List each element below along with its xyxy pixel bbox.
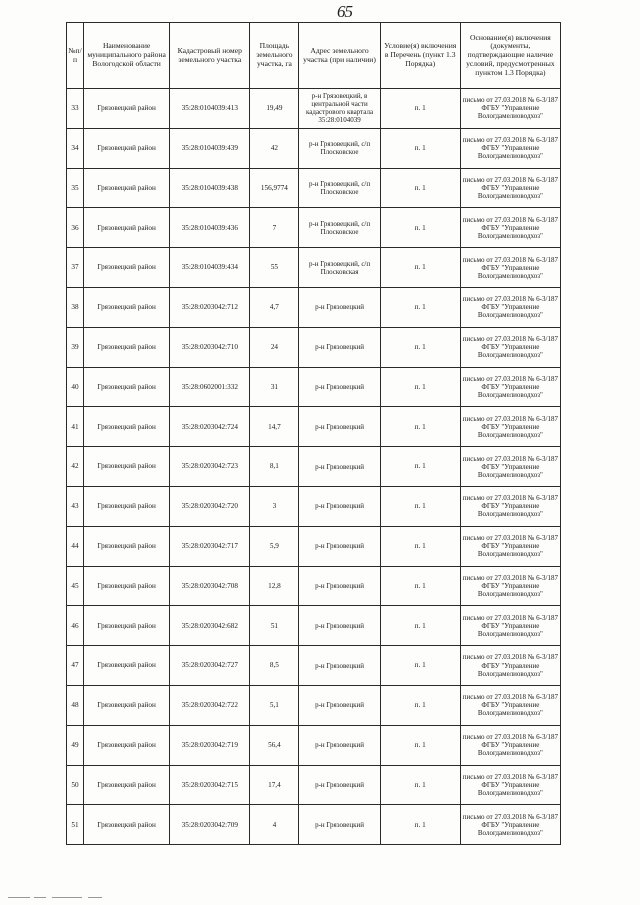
cell-area: 3	[250, 486, 299, 526]
cell-area: 31	[250, 367, 299, 407]
cell-condition: п. 1	[380, 566, 460, 606]
cell-basis: письмо от 27.03.2018 № 6-3/187 ФГБУ "Управление Вологдамелиоводхоз"	[460, 287, 560, 327]
table-body	[67, 89, 561, 845]
header-cadastral-number: Кадастровый номер земельного участка	[170, 23, 250, 89]
cell-number: 39	[67, 327, 84, 367]
cell-cadastral-number: 35:28:0203042:715	[170, 765, 250, 805]
cell-basis: письмо от 27.03.2018 № 6-3/187 ФГБУ "Управление Вологдамелиоводхоз"	[460, 685, 560, 725]
cell-address: р-н Грязовецкий	[299, 447, 380, 487]
cell-condition: п. 1	[380, 208, 460, 248]
cell-number: 35	[67, 168, 84, 208]
cell-district: Грязовецкий район	[84, 407, 170, 447]
cell-area: 7	[250, 208, 299, 248]
table-row	[67, 128, 561, 168]
cell-basis: письмо от 27.03.2018 № 6-3/187 ФГБУ "Управление Вологдамелиоводхоз"	[460, 407, 560, 447]
cell-condition: п. 1	[380, 168, 460, 208]
cell-condition: п. 1	[380, 248, 460, 288]
table-row	[67, 327, 561, 367]
cell-district: Грязовецкий район	[84, 805, 170, 845]
cell-condition: п. 1	[380, 327, 460, 367]
cell-basis: письмо от 27.03.2018 № 6-3/187 ФГБУ "Управление Вологдамелиоводхоз"	[460, 606, 560, 646]
cell-address: р-н Грязовецкий, с/п Плосковское	[299, 168, 380, 208]
table-row	[67, 805, 561, 845]
table-header	[67, 23, 561, 89]
cell-number: 45	[67, 566, 84, 606]
cell-basis: письмо от 27.03.2018 № 6-3/187 ФГБУ "Управление Вологдамелиоводхоз"	[460, 327, 560, 367]
cell-address: р-н Грязовецкий	[299, 805, 380, 845]
table-row	[67, 606, 561, 646]
header-basis	[460, 23, 560, 89]
cell-district: Грязовецкий район	[84, 486, 170, 526]
cell-basis: письмо от 27.03.2018 № 6-3/187 ФГБУ "Управление Вологдамелиоводхоз"	[460, 248, 560, 288]
cell-condition: п. 1	[380, 287, 460, 327]
cell-district: Грязовецкий район	[84, 765, 170, 805]
cell-basis: письмо от 27.03.2018 № 6-3/187 ФГБУ "Управление Вологдамелиоводхоз"	[460, 646, 560, 686]
cell-area: 156,9774	[250, 168, 299, 208]
cell-cadastral-number: 35:28:0203042:708	[170, 566, 250, 606]
cell-condition: п. 1	[380, 447, 460, 487]
cell-district: Грязовецкий район	[84, 646, 170, 686]
cell-address: р-н Грязовецкий	[299, 407, 380, 447]
cell-area: 4	[250, 805, 299, 845]
cell-basis: письмо от 27.03.2018 № 6-3/187 ФГБУ "Управление Вологдамелиоводхоз"	[460, 725, 560, 765]
cell-area: 55	[250, 248, 299, 288]
cell-address: р-н Грязовецкий, с/п Плосковское	[299, 128, 380, 168]
table-row	[67, 208, 561, 248]
cell-cadastral-number: 35:28:0203042:724	[170, 407, 250, 447]
cell-basis: письмо от 27.03.2018 № 6-3/187 ФГБУ "Управление Вологдамелиоводхоз"	[460, 447, 560, 487]
cell-condition: п. 1	[380, 526, 460, 566]
cell-district: Грязовецкий район	[84, 287, 170, 327]
page-number: 65	[337, 2, 352, 21]
table-row	[67, 725, 561, 765]
cell-address: р-н Грязовецкий, в центральной части кадастрового квартала 35:28:0104039	[299, 89, 380, 129]
cell-district: Грязовецкий район	[84, 89, 170, 129]
cell-basis: письмо от 27.03.2018 № 6-3/187 ФГБУ "Управление Вологдамелиоводхоз"	[460, 208, 560, 248]
cell-basis: письмо от 27.03.2018 № 6-3/187 ФГБУ "Управление Вологдамелиоводхоз"	[460, 486, 560, 526]
cell-address: р-н Грязовецкий	[299, 685, 380, 725]
cell-basis: письмо от 27.03.2018 № 6-3/187 ФГБУ "Управление Вологдамелиоводхоз"	[460, 128, 560, 168]
cell-basis: письмо от 27.03.2018 № 6-3/187 ФГБУ "Управление Вологдамелиоводхоз"	[460, 526, 560, 566]
cell-number: 51	[67, 805, 84, 845]
cell-cadastral-number: 35:28:0203042:719	[170, 725, 250, 765]
cell-number: 37	[67, 248, 84, 288]
table-row	[67, 447, 561, 487]
header-row	[67, 23, 561, 89]
cell-number: 50	[67, 765, 84, 805]
cell-district: Грязовецкий район	[84, 128, 170, 168]
cell-address: р-н Грязовецкий	[299, 606, 380, 646]
cell-district: Грязовецкий район	[84, 685, 170, 725]
header-number: №п/п	[67, 23, 84, 89]
cell-district: Грязовецкий район	[84, 208, 170, 248]
cell-address: р-н Грязовецкий	[299, 725, 380, 765]
table-row	[67, 526, 561, 566]
cell-area: 24	[250, 327, 299, 367]
cell-cadastral-number: 35:28:0203042:717	[170, 526, 250, 566]
cell-address: р-н Грязовецкий	[299, 287, 380, 327]
cell-basis: письмо от 27.03.2018 № 6-3/187 ФГБУ "Управление Вологдамелиоводхоз"	[460, 765, 560, 805]
table-row	[67, 566, 561, 606]
cell-address: р-н Грязовецкий	[299, 526, 380, 566]
cell-basis: письмо от 27.03.2018 № 6-3/187 ФГБУ "Управление Вологдамелиоводхоз"	[460, 89, 560, 129]
cell-area: 8,1	[250, 447, 299, 487]
cell-area: 17,4	[250, 765, 299, 805]
header-address: Адрес земельного участка (при наличии)	[299, 23, 380, 89]
table-row	[67, 287, 561, 327]
cell-basis: письмо от 27.03.2018 № 6-3/187 ФГБУ "Управление Вологдамелиоводхоз"	[460, 566, 560, 606]
cell-address: р-н Грязовецкий	[299, 765, 380, 805]
cell-cadastral-number: 35:28:0203042:727	[170, 646, 250, 686]
table-row	[67, 168, 561, 208]
cell-district: Грязовецкий район	[84, 526, 170, 566]
cell-cadastral-number: 35:28:0203042:720	[170, 486, 250, 526]
cell-area: 19,49	[250, 89, 299, 129]
cell-number: 49	[67, 725, 84, 765]
cell-number: 44	[67, 526, 84, 566]
cell-number: 34	[67, 128, 84, 168]
cell-address: р-н Грязовецкий	[299, 566, 380, 606]
cell-area: 5,1	[250, 685, 299, 725]
table-row	[67, 685, 561, 725]
cell-condition: п. 1	[380, 367, 460, 407]
cell-area: 56,4	[250, 725, 299, 765]
cell-cadastral-number: 35:28:0203042:712	[170, 287, 250, 327]
cell-area: 14,7	[250, 407, 299, 447]
cell-number: 47	[67, 646, 84, 686]
table-row	[67, 407, 561, 447]
cell-area: 8,5	[250, 646, 299, 686]
cell-condition: п. 1	[380, 685, 460, 725]
cell-number: 38	[67, 287, 84, 327]
header-condition: Условие(я) включения в Перечень (пункт 1.3 Порядка)	[380, 23, 460, 89]
cell-condition: п. 1	[380, 606, 460, 646]
cell-number: 48	[67, 685, 84, 725]
cell-address: р-н Грязовецкий	[299, 486, 380, 526]
header-basis-text: Основание(я) включения (документы, подтверждающие наличие условий, предусмотренных пунктом 1.3 Порядка)	[466, 33, 555, 77]
cell-number: 33	[67, 89, 84, 129]
cell-condition: п. 1	[380, 725, 460, 765]
cell-cadastral-number: 35:28:0104039:434	[170, 248, 250, 288]
cell-basis: письмо от 27.03.2018 № 6-3/187 ФГБУ "Управление Вологдамелиоводхоз"	[460, 367, 560, 407]
cell-address: р-н Грязовецкий, с/п Плосковская	[299, 248, 380, 288]
table-row	[67, 646, 561, 686]
cell-condition: п. 1	[380, 765, 460, 805]
cell-basis: письмо от 27.03.2018 № 6-3/187 ФГБУ "Управление Вологдамелиоводхоз"	[460, 168, 560, 208]
cell-district: Грязовецкий район	[84, 606, 170, 646]
cell-cadastral-number: 35:28:0203042:723	[170, 447, 250, 487]
cell-address: р-н Грязовецкий	[299, 327, 380, 367]
header-area: Площадь земельного участка, га	[250, 23, 299, 89]
cell-address: р-н Грязовецкий	[299, 367, 380, 407]
cell-area: 42	[250, 128, 299, 168]
cell-area: 4,7	[250, 287, 299, 327]
cell-number: 46	[67, 606, 84, 646]
cell-cadastral-number: 35:28:0203042:682	[170, 606, 250, 646]
cell-number: 40	[67, 367, 84, 407]
cell-area: 51	[250, 606, 299, 646]
table-row	[67, 765, 561, 805]
cell-cadastral-number: 35:28:0203042:709	[170, 805, 250, 845]
table-row	[67, 367, 561, 407]
cell-number: 36	[67, 208, 84, 248]
cell-number: 43	[67, 486, 84, 526]
cell-condition: п. 1	[380, 407, 460, 447]
cell-district: Грязовецкий район	[84, 327, 170, 367]
cell-cadastral-number: 35:28:0104039:413	[170, 89, 250, 129]
cell-cadastral-number: 35:28:0104039:436	[170, 208, 250, 248]
cell-address: р-н Грязовецкий, с/п Плосковское	[299, 208, 380, 248]
cell-cadastral-number: 35:28:0602001:332	[170, 367, 250, 407]
cell-cadastral-number: 35:28:0203042:710	[170, 327, 250, 367]
cell-district: Грязовецкий район	[84, 566, 170, 606]
cell-area: 5,9	[250, 526, 299, 566]
land-plots-table	[66, 22, 561, 845]
cell-district: Грязовецкий район	[84, 447, 170, 487]
cell-district: Грязовецкий район	[84, 725, 170, 765]
cell-number: 41	[67, 407, 84, 447]
cell-basis: письмо от 27.03.2018 № 6-3/187 ФГБУ "Управление Вологдамелиоводхоз"	[460, 805, 560, 845]
cell-condition: п. 1	[380, 128, 460, 168]
cell-address: р-н Грязовецкий	[299, 646, 380, 686]
cell-cadastral-number: 35:28:0104039:439	[170, 128, 250, 168]
cell-condition: п. 1	[380, 486, 460, 526]
cell-area: 12,8	[250, 566, 299, 606]
cell-cadastral-number: 35:28:0203042:722	[170, 685, 250, 725]
cell-condition: п. 1	[380, 646, 460, 686]
scan-edge-marks	[0, 893, 640, 905]
table-row	[67, 89, 561, 129]
cell-number: 42	[67, 447, 84, 487]
cell-cadastral-number: 35:28:0104039:438	[170, 168, 250, 208]
cell-condition: п. 1	[380, 805, 460, 845]
cell-condition: п. 1	[380, 89, 460, 129]
table-row	[67, 248, 561, 288]
table-row	[67, 486, 561, 526]
cell-district: Грязовецкий район	[84, 168, 170, 208]
cell-district: Грязовецкий район	[84, 248, 170, 288]
cell-district: Грязовецкий район	[84, 367, 170, 407]
header-district: Наименование муниципального района Вологодской области	[84, 23, 170, 89]
